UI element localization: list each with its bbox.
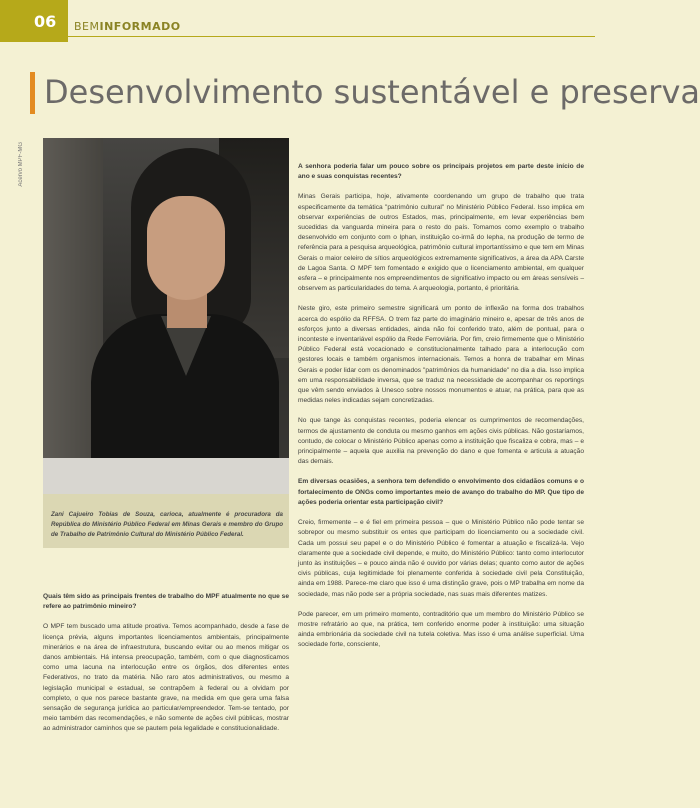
header-rule bbox=[68, 36, 595, 37]
question: A senhora poderia falar um pouco sobre os principais projetos em parte deste início de ano e suas conquistas recentes? bbox=[298, 163, 584, 181]
answer: No que tange às conquistas recentes, poderia elencar os cumprimentos de recomendações, termos de ajustamento de conduta ou mesmo ganhos em ações civis públicas. Não gostaríamos, contudo, de colocar o Ministério Público apenas como a instituição que fiscaliza e cobra, mas – e principalmente – aquela que auxilia na prevenção do dano e que fomenta e articula a atuação das demais. bbox=[298, 417, 584, 466]
portrait-photo bbox=[43, 138, 289, 494]
title-accent-bar bbox=[30, 72, 35, 114]
section-prefix: BEM bbox=[74, 20, 100, 33]
answer: O MPF tem buscado uma atitude proativa. Temos acompanhado, desde a fase de licença prévia, alguns importantes licenciamentos ambientais, principalmente minerários e na área de infraestrutura, buscando evitar ou ao menos mitigar os danos ambientais. Há intensa preocupação, também, com o que diagnosticamos como uma lacuna na interlocução entre os órgãos, dos diferentes entes Federativos, no trato da matéria. Não raro atos administrativos, ou mesmo a legislação municipal e estadual, se contrapõem à federal ou a olvidam por completo, o que nos parece bastante grave, na medida em que gera uma falsa sensação de segurança jurídica ao particular/empreendedor. Tem-se tentado, por meio também das recomendações, e não somente de ações civil públicas, mostrar ao administrador caminhos que se pautem pela legalidade e constitucionalidade. bbox=[43, 623, 289, 733]
photo-credit: Acervo MPF-MG bbox=[18, 142, 24, 187]
answer: Pode parecer, em um primeiro momento, contraditório que um membro do Ministério Público se mostre refratário ao que, na prática, tem conferido enorme poder à instituição: uma situação ainda embrionária da sociedade civil na tutela coletiva. Mas isso é uma análise superficial. Uma sociedade forte, consciente, bbox=[298, 610, 584, 649]
article-title: Desenvolvimento sustentável e preserva bbox=[44, 73, 700, 111]
section-name: INFORMADO bbox=[99, 20, 181, 33]
answer: Creio, firmemente – e é fiel em primeira pessoa – que o Ministério Público não pode tentar se sobrepor ou mesmo substituir os entes que participam do licenciamento ou a sociedade civil. Cada um possui seu papel e o do Ministério Público é fomentar a atuação e fiscalizá-la. Vejo claramente que a sociedade civil depende, e muito, do Ministério Público: tanto como interlocutor junto às instituições – e pouco ainda não é ouvido por várias delas; quanto como autor de ações civis públicas, cuja legitimidade foi plenamente conferida à sociedade civil pela Constituição, ainda em 1988. Parece-me claro que isso é uma distinção grave, pois o MP trabalha em nome da sociedade, mas não pode ser a própria sociedade, nas suas mais diferentes matizes. bbox=[298, 519, 584, 598]
left-column bbox=[43, 592, 289, 745]
page-number: 06 bbox=[0, 0, 68, 42]
section-label bbox=[74, 20, 181, 33]
question: Quais têm sido as principais frentes de trabalho do MPF atualmente no que se refere ao patrimônio mineiro? bbox=[43, 593, 289, 611]
answer: Minas Gerais participa, hoje, ativamente coordenando um grupo de trabalho que trata especificamente da temática "patrimônio cultural" no Ministério Público Federal. Isso implica em observar experiências de outros Estados, mas, principalmente, em levar experiências bem sucedidas da vanguarda mineira para o resto do país. Tomamos como exemplo o trabalho desenvolvido em conjunto com o Iphan, instituição co-irmã do Iepha, na produção de termo de referência para a pesquisa arqueológica, patrimônio cultural importantíssimo e que tem em Minas Gerais o maior celeiro de sítios arqueológicos extremamente significativos, a área da APA Carste de Lagoa Santa. O MPF tem fomentado e exigido que o licenciamento ambiental, em qualquer esfera – e principalmente nos empreendimentos de significativo impacto ou em áreas sensíveis – observem as particularidades do tema. A arqueologia, portanto, é prioritária. bbox=[298, 193, 584, 293]
answer: Neste giro, este primeiro semestre significará um ponto de inflexão na forma dos trabalhos acerca do espólio da RFFSA. O trem faz parte do imaginário mineiro e, apesar de três anos de esforços junto a diversas entidades, ainda não foi conferido trato, além de pontual, para o inconteste e inventariável espólio da Rede Ferroviária. Por fim, creio firmemente que o Ministério Público Federal está vocacionado e constitucionalmente talhado para a interlocução com gestores locais e também organismos internacionais. Temos a honra de trabalhar em Minas Gerais e poder lidar com os denominados "patrimônios da humanidade" no dia a dia. Isso implica em uma responsabilidade inversa, que se traduz na necessidade de acompanhar os reportings que vêm sendo enviados à Unesco sobre nossos monumentos e atuar, na prática, para que as medidas neles indicadas sejam concretizadas. bbox=[298, 305, 584, 405]
right-column bbox=[298, 162, 584, 661]
question: Em diversas ocasiões, a senhora tem defendido o envolvimento dos cidadãos comuns e o fortalecimento de ONGs como importantes meio de avanço do trabalho do MP. Que tipo de ações poderia orientar esta participação civil? bbox=[298, 478, 584, 506]
photo-caption: Zani Cajueiro Tobias de Souza, carioca, atualmente é procuradora da República do Ministério Público Federal em Minas Gerais e membro do Grupo de Trabalho de Patrimônio Cultural do Ministério Público Federal. bbox=[43, 494, 289, 548]
